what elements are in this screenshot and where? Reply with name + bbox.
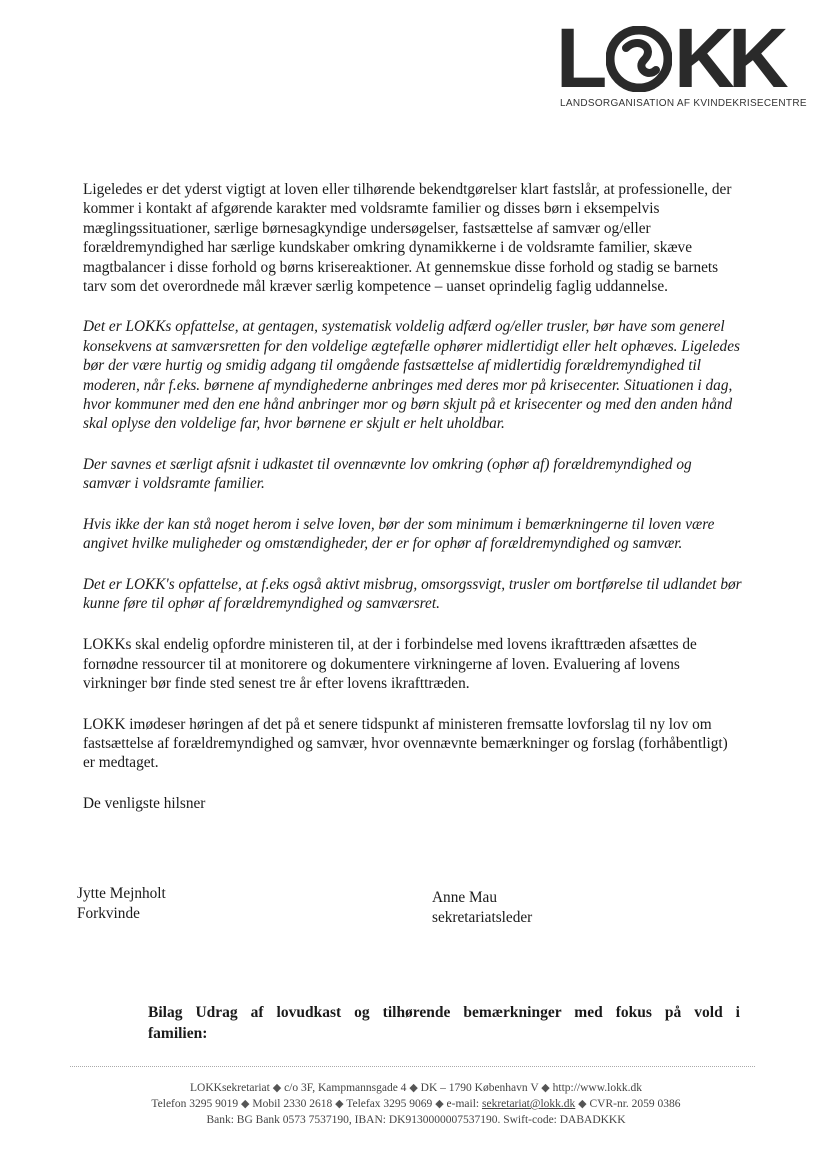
signer-title-left: Forkvinde (77, 905, 140, 922)
logo-tagline: LANDSORGANISATION AF KVINDEKRISECENTRE (560, 98, 807, 109)
footer-phone: Telefon 3295 9019 (151, 1098, 239, 1110)
paragraph-5-italic: Det er LOKK's opfattelse, at f.eks også aktivt misbrug, omsorgssvigt, trusler om bortførelse til udlandet bør kunne føre til ophør af forældremyndighed og samværsret. (83, 575, 742, 612)
signatures (77, 884, 767, 934)
letter-body (83, 180, 743, 834)
signer-name-right: Anne Mau (432, 889, 497, 906)
footer-fax: Telefax 3295 9069 (346, 1098, 433, 1110)
logo-letter-k1: K (674, 11, 735, 105)
footer-email-label: e-mail: (446, 1098, 480, 1110)
diamond-icon: ◆ (272, 1082, 282, 1094)
footer-line-2 (96, 1096, 736, 1112)
signer-name-left: Jytte Mejnholt (77, 885, 166, 902)
paragraph-1: Ligeledes er det yderst vigtigt at loven eller tilhørende bekendtgørelser klart fastslår, at professionelle, der kommer i kontakt af afgørende karakter med voldsramte familier og disses børn i eksempelvis mæglingssituationer, særlige børnesagkyndige undersøgelser, fastsættelse af samvær og/eller forældremyndighed har særlige kundskaber omkring dynamikkerne i de voldsramte familier, skæve magtbalancer i disse forhold og børns krisereaktioner. At gennemskue disse forhold og stadig se barnets tarv som det overordnede mål kræver særlig kompetence – uanset oprindelig faglig uddannelse. (83, 181, 732, 296)
diamond-icon: ◆ (435, 1098, 444, 1110)
diamond-icon: ◆ (409, 1082, 418, 1094)
logo-swirl-icon (606, 26, 672, 92)
footer-cvr: CVR-nr. 2059 0386 (589, 1098, 681, 1110)
footer-line-1 (96, 1080, 736, 1096)
logo-letter-l: L (556, 11, 608, 105)
paragraph-6: LOKKs skal endelig opfordre ministeren til, at der i forbindelse med lovens ikrafttræden afsættes de fornødne ressourcer til at monitorere og dokumentere virkningerne af loven. Evaluering af lovens virkninger bør finde sted senest tre år efter lovens ikrafttræden. (83, 636, 697, 693)
logo-letter-k2: K (728, 11, 789, 105)
footer-email-link[interactable]: sekretariat@lokk.dk (481, 1098, 576, 1110)
footer-postal: DK – 1790 København V (420, 1082, 539, 1094)
footer (96, 1080, 736, 1128)
appendix-heading: Bilag Udrag af lovudkast og tilhørende bemærkninger med fokus på vold i familien: (148, 1004, 740, 1042)
footer-divider (70, 1066, 755, 1067)
footer-website[interactable]: http://www.lokk.dk (552, 1082, 642, 1094)
paragraph-3-italic: Der savnes et særligt afsnit i udkastet til ovennævnte lov omkring (ophør af) forældremyndighed og samvær i voldsramte familier. (83, 455, 692, 493)
paragraph-2-italic: Det er LOKKs opfattelse, at gentagen, systematisk voldelig adfærd og/eller trusler, bør have som generel konsekvens at samværsretten for den voldelige ægtefælle ophører midlertidigt eller helt ophæves. Ligeledes bør der være hurtig og smidig adgang til omgående fastsættelse af midlertidig forældremyndighed til moderen, når f.eks. børnene af myndighederne anbringes med deres mor på krisecenter. Situationen i dag, hvor kommuner med den ene hånd anbringer mor og børn skjult på et krisecenter og med den anden hånd skal oplyse den voldelige far, hvor børnene er skjult er helt uholdbar. (83, 318, 740, 433)
signature-left (77, 884, 166, 924)
lokk-logo (556, 11, 807, 112)
paragraph-7: LOKK imødeser høringen af det på et senere tidspunkt af ministeren fremsatte lovforslag til ny lov om fastsættelse af forældremyndighed og samvær, hvor ovennævnte bemærkninger og forslag (forhåbentligt) er medtaget. (83, 715, 728, 772)
diamond-icon: ◆ (241, 1098, 250, 1110)
footer-mobile: Mobil 2330 2618 (252, 1098, 333, 1110)
footer-line-3: Bank: BG Bank 0573 7537190, IBAN: DK9130000007537190. Swift-code: DABADKKK (206, 1114, 626, 1126)
diamond-icon: ◆ (335, 1098, 344, 1110)
closing-greeting: De venligste hilsner (83, 794, 206, 812)
signature-right (432, 888, 532, 928)
signer-title-right: sekretariatsleder (432, 909, 533, 926)
paragraph-4-italic: Hvis ikke der kan stå noget herom i selve loven, bør der som minimum i bemærkningerne til loven være angivet hvilke muligheder og omstændigheder, der er for ophør af forældremyndighed og samvær. (83, 515, 715, 553)
diamond-icon: ◆ (578, 1098, 587, 1110)
footer-org: LOKKsekretariat (190, 1082, 270, 1094)
footer-address: c/o 3F, Kampmannsgade 4 (284, 1082, 407, 1094)
diamond-icon: ◆ (541, 1082, 550, 1094)
